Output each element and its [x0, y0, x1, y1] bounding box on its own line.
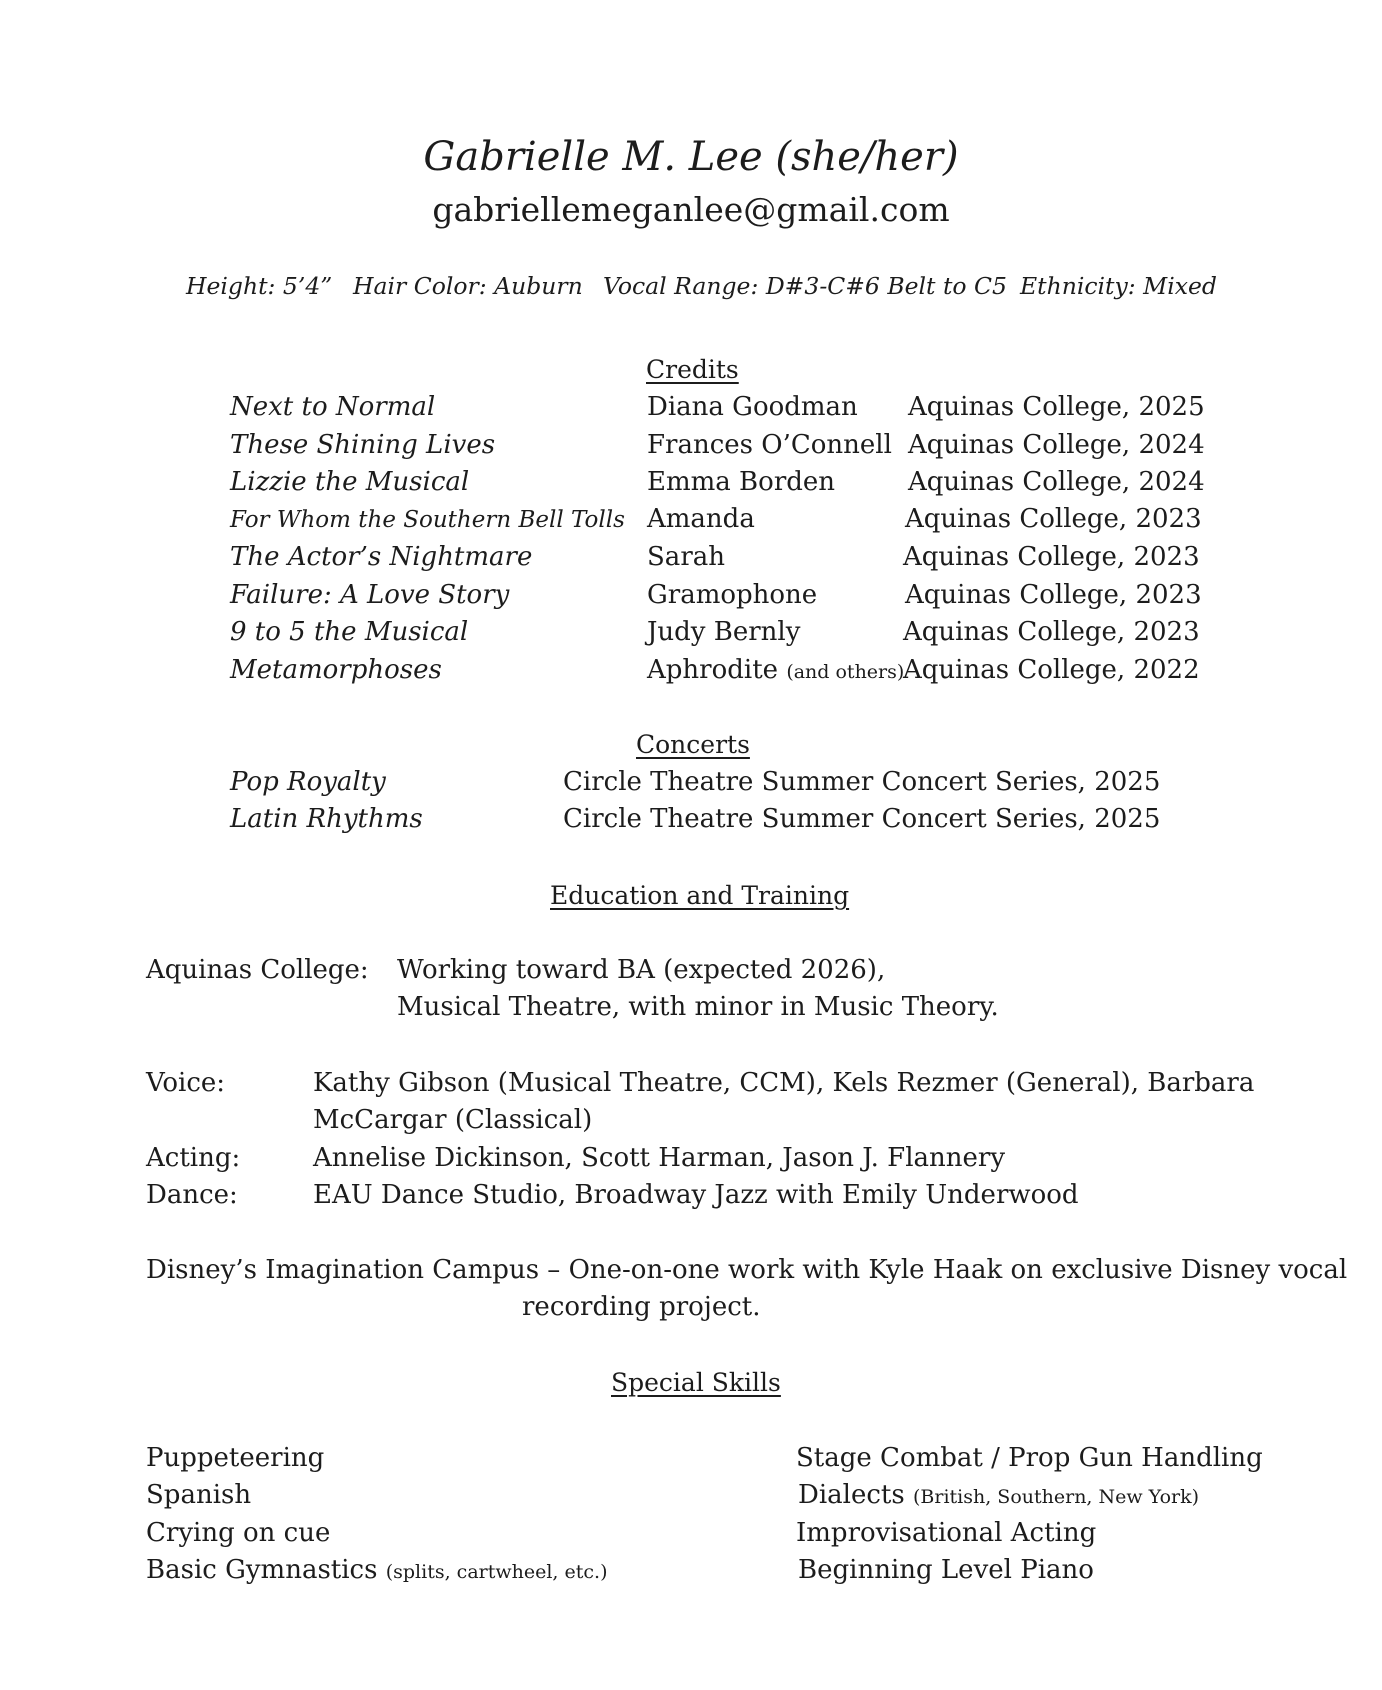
credit-role-line — [647, 655, 904, 685]
dance-value: EAU Dance Studio, Broadway Jazz with Emily Underwood — [313, 1180, 1079, 1210]
voice-label: Voice: — [146, 1068, 226, 1098]
credit-show: Lizzie the Musical — [230, 467, 470, 497]
skill-item: Improvisational Acting — [796, 1518, 1097, 1548]
credit-show: Next to Normal — [230, 392, 436, 422]
credit-show: Metamorphoses — [230, 655, 442, 685]
credit-role: Diana Goodman — [647, 392, 858, 422]
skill-item: Spanish — [146, 1480, 252, 1510]
concerts-heading: Concerts — [636, 730, 750, 759]
stat-ethnicity: Ethnicity: Mixed — [1020, 272, 1217, 300]
skill-item: Puppeteering — [146, 1443, 325, 1473]
credit-role: Emma Borden — [647, 467, 836, 497]
credit-show: These Shining Lives — [230, 430, 496, 460]
credit-venue: Aquinas College, 2025 — [908, 392, 1205, 422]
stat-hair-color: Hair Color: Auburn — [353, 272, 583, 300]
credit-show: Failure: A Love Story — [230, 580, 510, 610]
skill-note: (splits, cartwheel, etc.) — [385, 1561, 608, 1583]
college-line-2: Musical Theatre, with minor in Music Theory. — [397, 992, 999, 1022]
college-label: Aquinas College: — [146, 955, 369, 985]
stat-height: Height: 5’4” — [186, 272, 333, 300]
stat-vocal-range: Vocal Range: D#3-C#6 Belt to C5 — [603, 272, 1007, 300]
skill-item: Stage Combat / Prop Gun Handling — [796, 1443, 1263, 1473]
credit-role: Sarah — [647, 542, 725, 572]
credit-role: Aphrodite — [647, 655, 779, 685]
credit-role-note: (and others) — [786, 661, 905, 683]
concert-venue: Circle Theatre Summer Concert Series, 2025 — [563, 804, 1161, 834]
credit-venue: Aquinas College, 2024 — [908, 430, 1205, 460]
credit-role: Judy Bernly — [647, 617, 801, 647]
credit-venue: Aquinas College, 2023 — [903, 542, 1200, 572]
skill-name: Dialects — [798, 1480, 905, 1510]
acting-value: Annelise Dickinson, Scott Harman, Jason J. Flannery — [313, 1143, 1006, 1173]
credit-venue: Aquinas College, 2024 — [908, 467, 1205, 497]
voice-line-2: McCargar (Classical) — [313, 1105, 593, 1135]
skill-item — [146, 1555, 607, 1585]
credit-role: Gramophone — [647, 580, 818, 610]
skill-name: Basic Gymnastics — [146, 1555, 378, 1585]
concert-show: Pop Royalty — [230, 767, 386, 797]
dance-label: Dance: — [146, 1180, 238, 1210]
skill-item — [798, 1480, 1199, 1510]
concert-show: Latin Rhythms — [230, 804, 423, 834]
credit-show: The Actor’s Nightmare — [230, 542, 533, 572]
skill-item: Beginning Level Piano — [798, 1555, 1094, 1585]
skills-heading: Special Skills — [611, 1368, 781, 1397]
credit-show: 9 to 5 the Musical — [230, 617, 469, 647]
credit-venue: Aquinas College, 2023 — [905, 580, 1202, 610]
credit-venue: Aquinas College, 2023 — [905, 504, 1202, 534]
education-heading: Education and Training — [550, 881, 850, 910]
disney-line-1: Disney’s Imagination Campus – One-on-one work with Kyle Haak on exclusive Disney vocal — [146, 1255, 1348, 1285]
credit-role: Amanda — [647, 504, 755, 534]
credit-role: Frances O’Connell — [647, 430, 892, 460]
contact-email: gabriellemeganlee@gmail.com — [432, 190, 950, 229]
credit-show: For Whom the Southern Bell Tolls — [230, 507, 625, 533]
credit-venue: Aquinas College, 2022 — [903, 655, 1200, 685]
acting-label: Acting: — [146, 1143, 241, 1173]
skill-note: (British, Southern, New York) — [912, 1486, 1200, 1508]
skill-item: Crying on cue — [146, 1518, 331, 1548]
college-line-1: Working toward BA (expected 2026), — [397, 955, 886, 985]
resume-name: Gabrielle M. Lee (she/her) — [423, 134, 959, 180]
credits-heading: Credits — [646, 355, 739, 384]
voice-line-1: Kathy Gibson (Musical Theatre, CCM), Kels Rezmer (General), Barbara — [313, 1068, 1255, 1098]
disney-line-2: recording project. — [522, 1292, 761, 1322]
concert-venue: Circle Theatre Summer Concert Series, 2025 — [563, 767, 1161, 797]
credit-venue: Aquinas College, 2023 — [903, 617, 1200, 647]
